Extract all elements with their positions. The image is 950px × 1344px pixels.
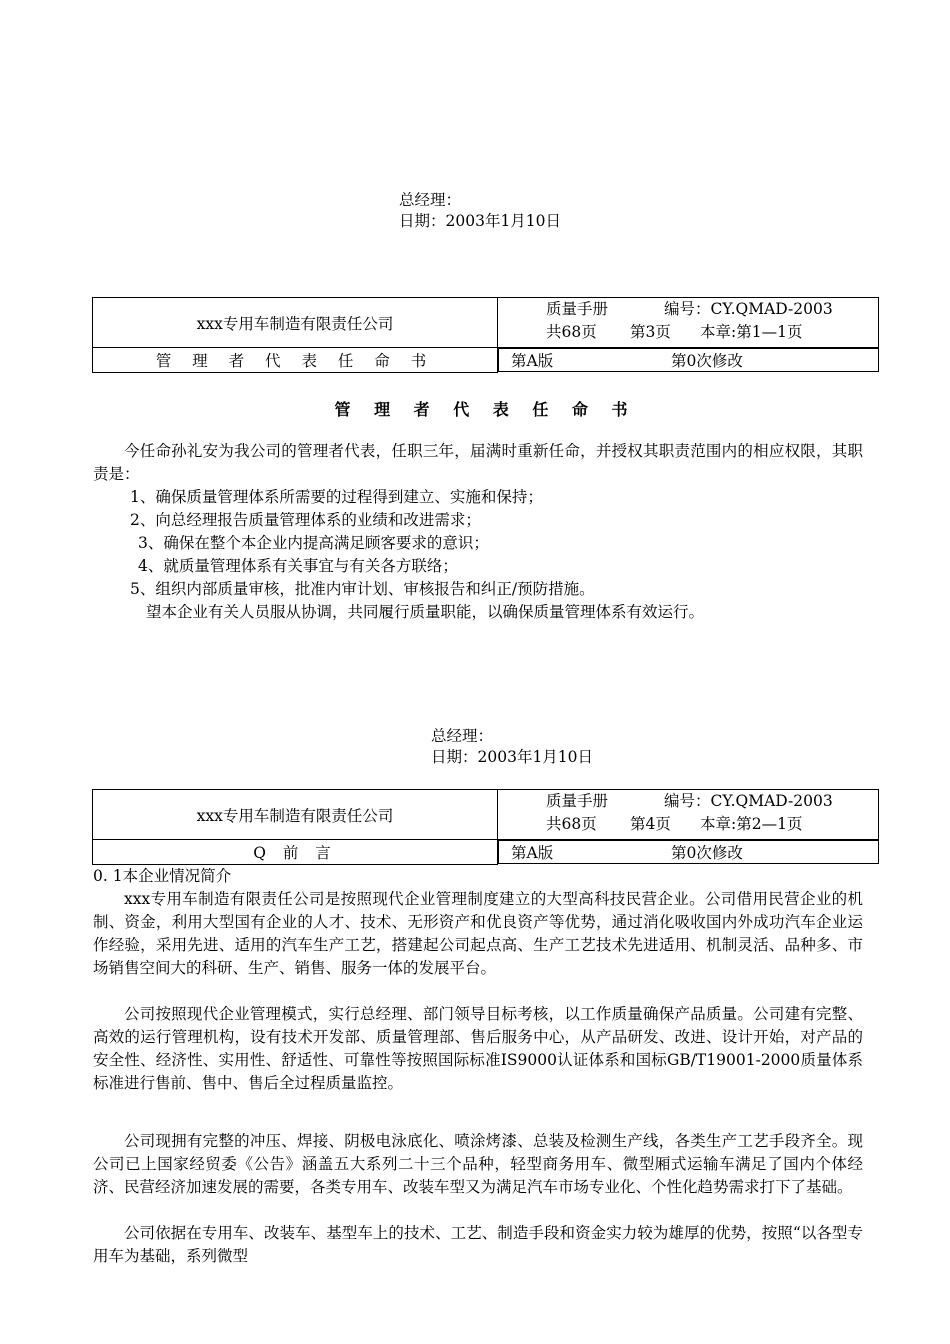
duty-item-5: 5、组织内部质量审核，批准内审计划、审核报告和纠正/预防措施。 [130, 580, 595, 598]
section-heading: 0. 1本企业情况简介 [93, 867, 232, 885]
document-code: 编号：CY.QMAD-2003 [664, 300, 833, 318]
chapter-page: 本章:第1—1页 [700, 323, 803, 341]
top-signature-block [399, 190, 561, 232]
duty-item-2: 2、向总经理报告质量管理体系的业绩和改进需求； [130, 511, 481, 529]
appointment-intro: 今任命孙礼安为我公司的管理者代表，任职三年，届满时重新任命，并授权其职责范围内的相应权限，其职责是： [93, 442, 863, 483]
document-header-table [92, 297, 879, 373]
edition: 第A版 [511, 352, 554, 370]
manual-title: 质量手册 [546, 792, 609, 810]
manual-meta-cell [498, 790, 879, 840]
page-title: 管 理 者 代 表 任 命 书 [334, 400, 637, 419]
page-number: 第4页 [630, 815, 671, 833]
preface-paragraph-3: 公司现拥有完整的冲压、焊接、阴极电泳底化、喷涂烤漆、总装及检测生产线，各类生产工艺手段齐全。现公司已上国家经贸委《公告》涵盖五大系列二十三个品种，轻型商务用车、微型厢式运输车满足了国内个体经济、民营经济加速发展的需要，各类专用车、改装车型又为满足汽车市场专业化、个性化趋势需求打下了基础。 [93, 1132, 863, 1196]
edition-cell [498, 348, 879, 372]
duty-item-1: 1、确保质量管理体系所需要的过程得到建立、实施和保持； [130, 488, 543, 506]
section-name: Q 前 言 [93, 840, 498, 865]
page-number: 第3页 [630, 323, 671, 341]
page-line [546, 813, 878, 836]
total-pages: 共68页 [546, 323, 597, 341]
manual-meta-cell [498, 298, 879, 348]
section-name: 管 理 者 代 表 任 命 书 [93, 348, 498, 373]
preface-paragraph-2: 公司按照现代企业管理模式，实行总经理、部门领导目标考核，以工作质量确保产品质量。公司建有完整、高效的运行管理机构，设有技术开发部、质量管理部、售后服务中心，从产品研发、改进、设计开始，对产品的安全性、经济性、实用性、舒适性、可靠性等按照国际标准IS9000认证体系和国标GB/T19001-2000质量体系标准进行售前、售中、售后全过程质量监控。 [93, 1005, 863, 1092]
appointment-closing: 望本企业有关人员服从协调，共同履行质量职能，以确保质量管理体系有效运行。 [146, 603, 705, 621]
company-name: xxx专用车制造有限责任公司 [93, 790, 498, 840]
total-pages: 共68页 [546, 815, 597, 833]
document-header-table [92, 789, 879, 865]
manual-title: 质量手册 [546, 300, 609, 318]
gm-label: 总经理： [399, 191, 462, 209]
signature-date: 日期：2003年1月10日 [399, 212, 562, 230]
manual-line [546, 790, 878, 813]
revision: 第0次修改 [671, 844, 743, 862]
edition-cell [498, 840, 879, 864]
page-line [546, 321, 878, 344]
chapter-page: 本章:第2—1页 [700, 815, 803, 833]
company-name: xxx专用车制造有限责任公司 [93, 298, 498, 348]
bottom-signature-block [431, 726, 593, 768]
gm-label: 总经理： [431, 727, 494, 745]
signature-date: 日期：2003年1月10日 [431, 748, 594, 766]
duty-item-3: 3、确保在整个本企业内提高满足顾客要求的意识； [138, 534, 489, 552]
duty-item-4: 4、就质量管理体系有关事宜与有关各方联络； [138, 557, 458, 575]
manual-line [546, 298, 878, 321]
revision: 第0次修改 [671, 352, 743, 370]
edition: 第A版 [511, 844, 554, 862]
preface-paragraph-1: xxx专用车制造有限责任公司是按照现代企业管理制度建立的大型高科技民营企业。公司借用民营企业的机制、资金，利用大型国有企业的人才、技术、无形资产和优良资产等优势，通过消化吸收国内外成功汽车企业运作经验，采用先进、适用的汽车生产工艺，搭建起公司起点高、生产工艺技术先进适用、机制灵活、品种多、市场销售空间大的科研、生产、销售、服务一体的发展平台。 [93, 890, 863, 977]
document-code: 编号：CY.QMAD-2003 [664, 792, 833, 810]
preface-paragraph-4: 公司依据在专用车、改装车、基型车上的技术、工艺、制造手段和资金实力较为雄厚的优势，按照“以各型专用车为基础，系列微型 [93, 1224, 863, 1265]
